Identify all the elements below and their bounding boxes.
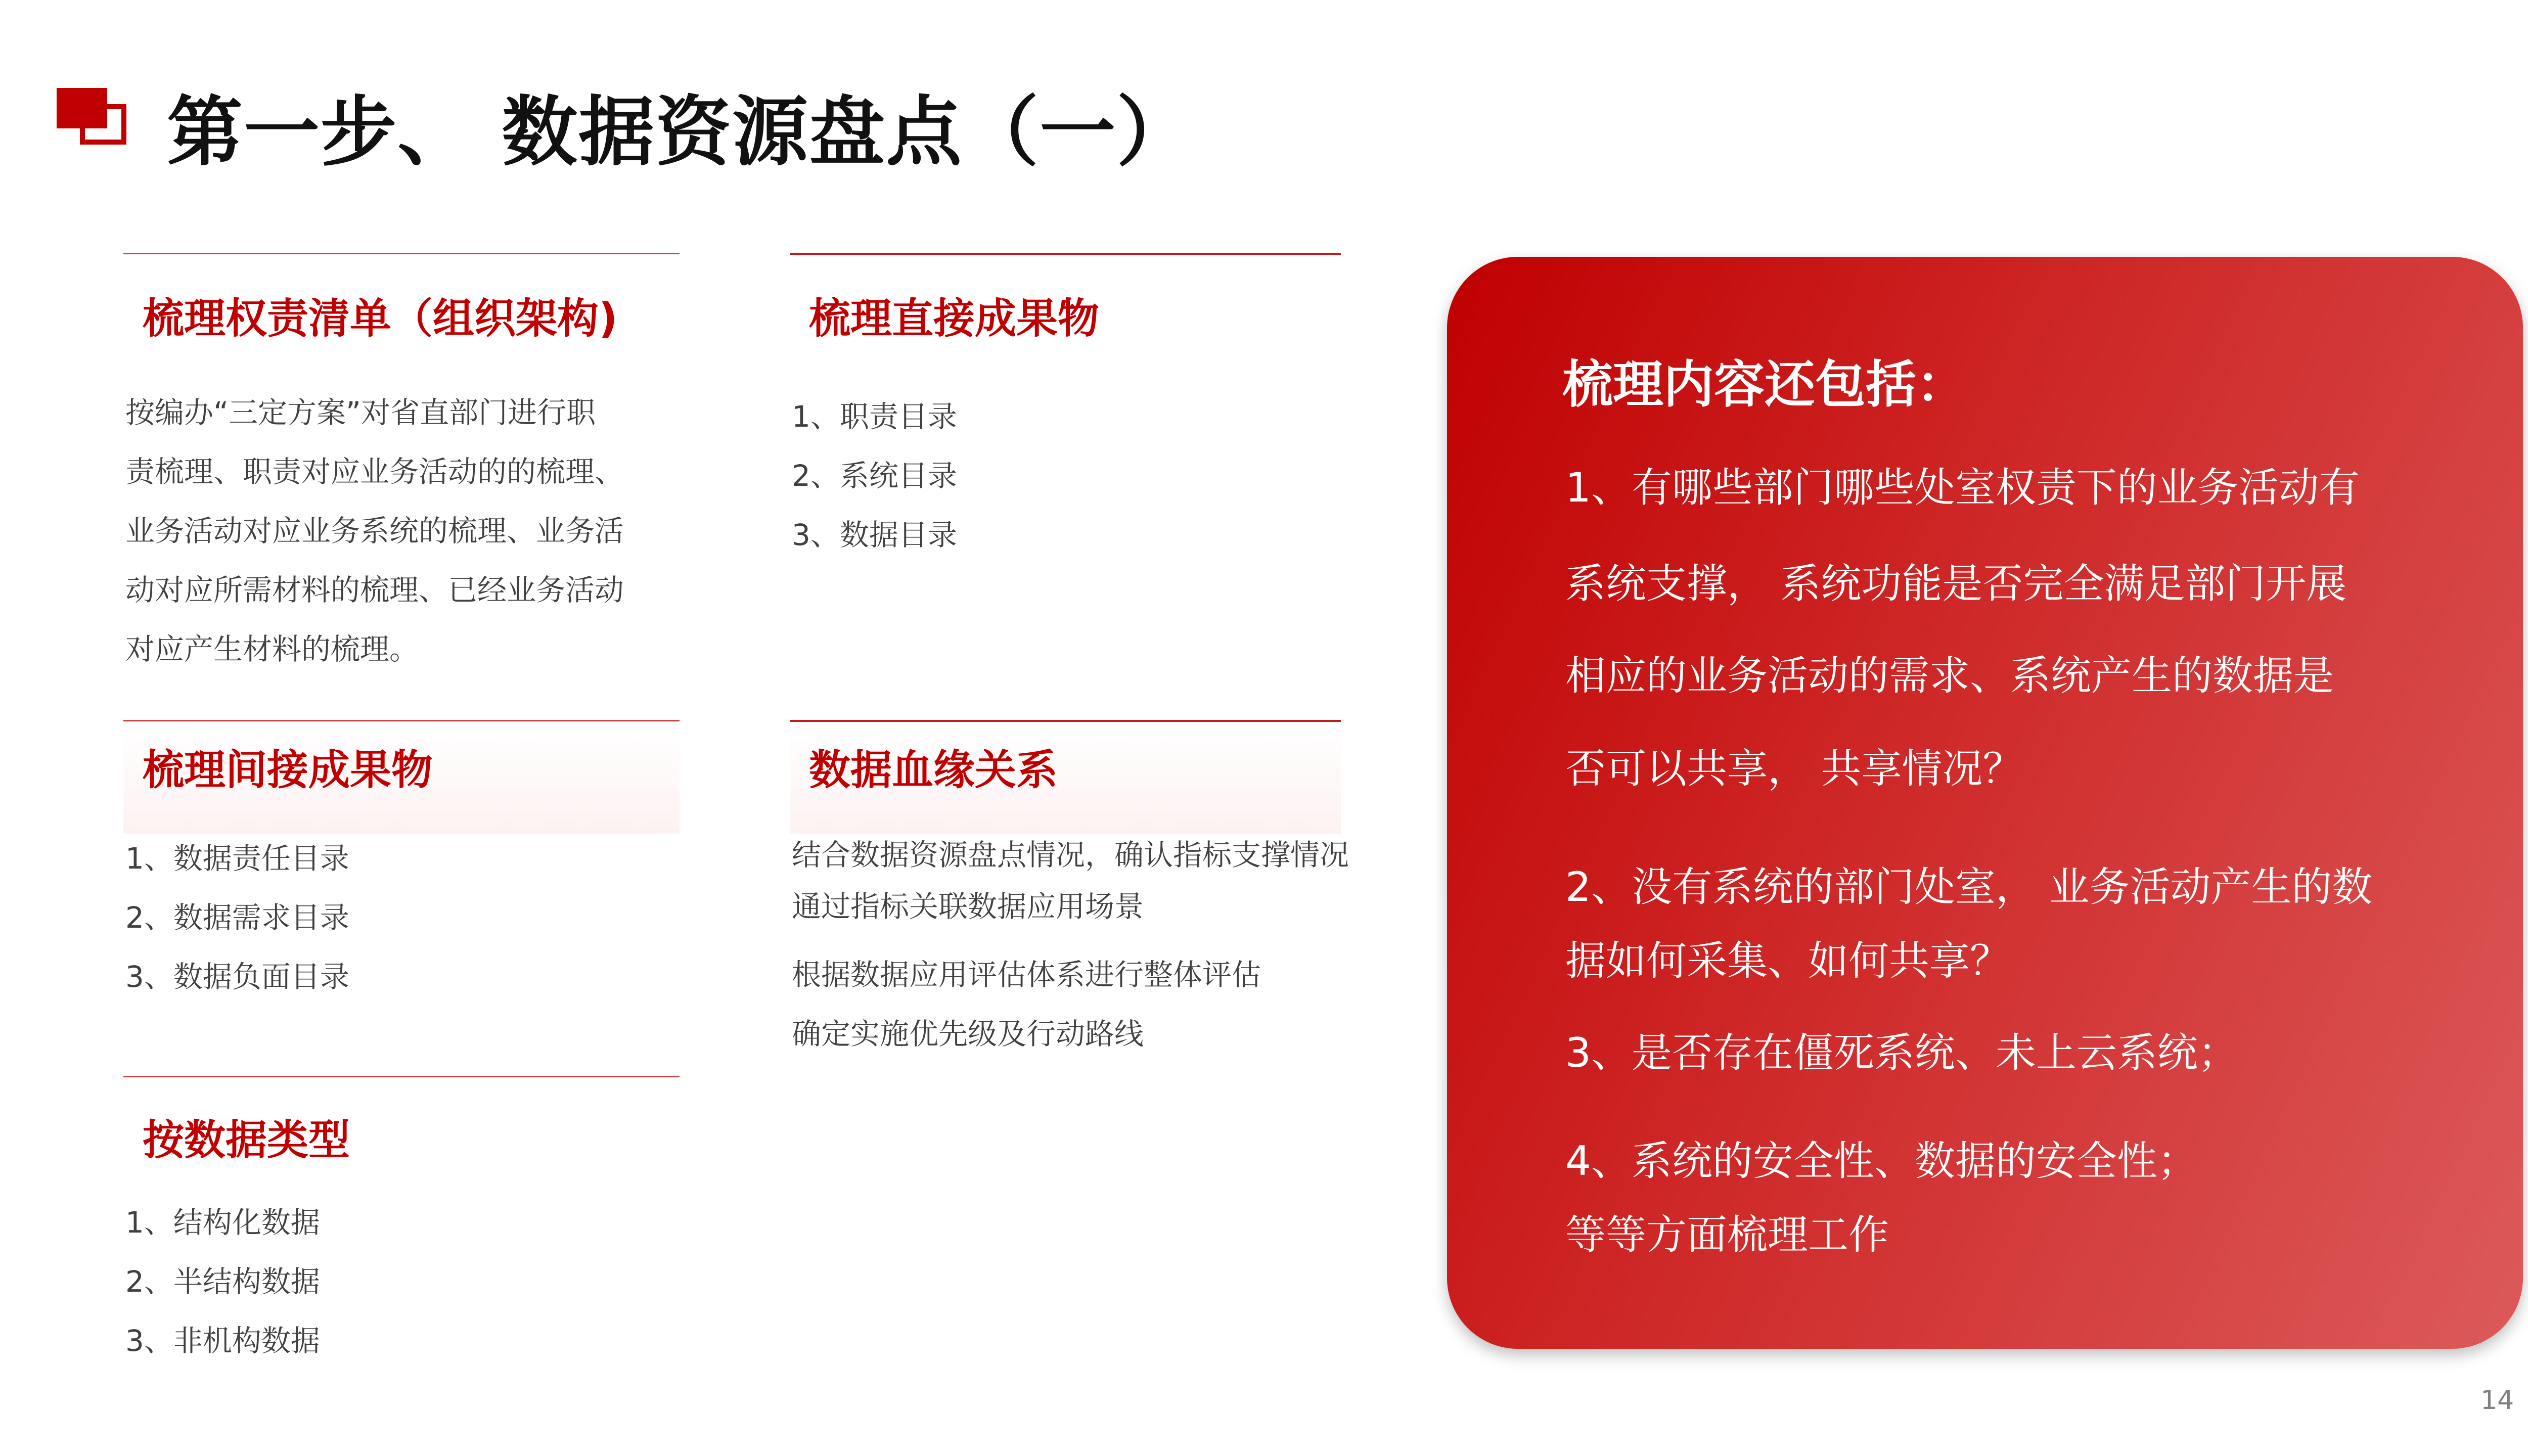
direct-results-list — [792, 387, 957, 565]
section-title-direct-results: 梳理直接成果物 — [809, 295, 1100, 343]
title-logo-icon — [57, 88, 131, 145]
panel-line: 4、系统的安全性、数据的安全性； — [1565, 1138, 2198, 1185]
panel-line: 系统支撑， 系统功能是否完全满足部门开展 — [1565, 560, 2347, 607]
list-item: 2、数据需求目录 — [125, 900, 349, 935]
text-line: 按编办“三定方案”对省直部门进行职 — [125, 395, 596, 430]
panel-line: 否可以共享， 共享情况？ — [1565, 745, 2023, 792]
section-title-data-types: 按数据类型 — [143, 1116, 350, 1164]
text-line: 责梳理、职责对应业务活动的的梳理、 — [125, 454, 624, 489]
text-line: 确定实施优先级及行动路线 — [792, 1017, 1144, 1051]
panel-line: 3、是否存在僵死系统、未上云系统； — [1565, 1029, 2238, 1076]
section-divider — [123, 1076, 680, 1077]
text-line: 通过指标关联数据应用场景 — [792, 889, 1144, 924]
page-number: 14 — [2480, 1385, 2514, 1416]
list-item: 1、结构化数据 — [125, 1205, 320, 1240]
section-title-responsibility: 梳理权责清单（组织架构) — [143, 295, 618, 343]
list-item: 2、半结构数据 — [125, 1264, 320, 1299]
section-divider — [790, 253, 1341, 255]
indirect-results-list — [125, 829, 349, 1007]
section-title-indirect-results: 梳理间接成果物 — [143, 746, 433, 794]
responsibility-description — [125, 383, 692, 679]
panel-line: 1、有哪些部门哪些处室权责下的业务活动有 — [1565, 464, 2360, 511]
section-divider — [790, 720, 1341, 722]
section-divider — [123, 720, 680, 721]
list-item: 3、数据目录 — [792, 518, 957, 552]
text-line: 动对应所需材料的梳理、已经业务活动 — [125, 573, 624, 607]
panel-title: 梳理内容还包括： — [1562, 355, 1967, 414]
panel-line: 等等方面梳理工作 — [1565, 1211, 1889, 1258]
text-line: 结合数据资源盘点情况，确认指标支撑情况 — [792, 838, 1349, 872]
list-item: 1、职责目录 — [792, 399, 957, 434]
text-line: 根据数据应用评估体系进行整体评估 — [792, 958, 1261, 992]
list-item: 2、系统目录 — [792, 459, 957, 493]
section-divider — [123, 253, 680, 254]
data-lineage-list — [792, 829, 1349, 1064]
list-item: 3、数据负面目录 — [125, 960, 349, 994]
text-line: 业务活动对应业务系统的梳理、业务活 — [125, 514, 624, 548]
panel-line: 据如何采集、如何共享？ — [1565, 937, 2010, 984]
list-item: 1、数据责任目录 — [125, 841, 349, 876]
panel-line: 相应的业务活动的需求、系统产生的数据是 — [1565, 652, 2334, 699]
data-types-list — [125, 1193, 320, 1371]
page-title: 第一步、 数据资源盘点（一） — [167, 88, 1194, 176]
text-line: 对应产生材料的梳理。 — [125, 632, 419, 666]
list-item: 3、非机构数据 — [125, 1324, 320, 1358]
section-title-data-lineage: 数据血缘关系 — [809, 746, 1058, 794]
panel-line: 2、没有系统的部门处室， 业务活动产生的数 — [1565, 863, 2373, 911]
